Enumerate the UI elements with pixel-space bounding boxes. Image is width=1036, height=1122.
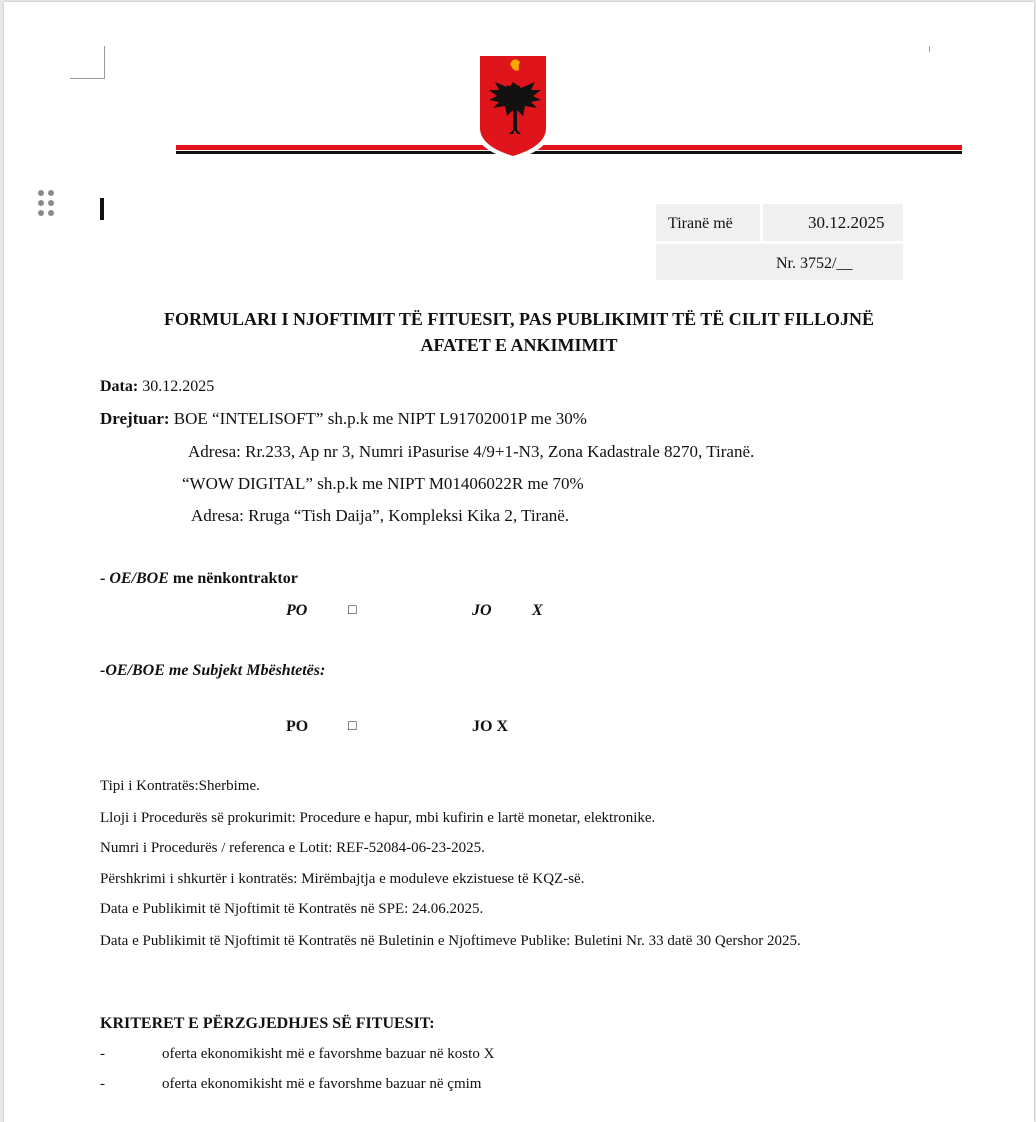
procedure-type: Lloji i Procedurës së prokurimit: Procedure e hapur, mbi kufirin e lartë monetar, elektronike. (100, 810, 656, 826)
company-1: BOE “INTELISOFT” sh.p.k me NIPT L91702001P me 30% (169, 409, 587, 428)
bulletin-publication-date: Data e Publikimit të Njoftimit të Kontratës në Buletinin e Njoftimeve Publike: Buletini Nr. 33 datë 30 Qershor 2025. (100, 933, 801, 949)
margin-corner-mark (70, 46, 105, 79)
header-red-line (176, 145, 962, 150)
criteria-item-cost: oferta ekonomikisht më e favorshme bazuar në kosto X (162, 1046, 495, 1062)
support-yes-checkbox[interactable]: □ (348, 719, 357, 734)
reference-number: Nr. 3752/__ (776, 255, 853, 272)
addressee-label: Drejtuar: (100, 409, 170, 428)
support-no: JO X (472, 718, 508, 735)
subcontractor-no: JO (472, 602, 492, 619)
document-title (94, 306, 944, 358)
data-line (100, 378, 214, 396)
support-yes: PO (286, 718, 309, 735)
title-line-1: FORMULARI I NJOFTIMIT TË FITUESIT, PAS PUBLIKIMIT TË TË CILIT FILLOJNË (163, 309, 874, 329)
data-label: Data: (100, 378, 139, 395)
procedure-number: Numri i Procedurës / referenca e Lotit: REF-52084-06-23-2025. (100, 840, 485, 856)
addressee-line (100, 409, 587, 429)
subcontractor-label-rest: me nënkontraktor (168, 570, 298, 587)
contract-description: Përshkrimi i shkurtër i kontratës: Mirëmbajtja e moduleve ekzistuese të KQZ-së. (100, 871, 585, 887)
subcontractor-prefix: - (100, 570, 110, 587)
margin-corner-mark-right (929, 46, 930, 52)
subcontractor-yes: PO (286, 602, 308, 619)
albania-coat-of-arms-icon (474, 52, 552, 162)
subcontractor-label-italic: OE/BOE (109, 570, 169, 587)
header-black-line (176, 151, 962, 154)
place-label: Tiranë më (668, 215, 733, 232)
subcontractor-yes-checkbox[interactable]: □ (348, 603, 357, 618)
address-1: Adresa: Rr.233, Ap nr 3, Numri iPasurise 4/9+1-N3, Zona Kadastrale 8270, Tiranë. (188, 442, 755, 461)
spe-publication-date: Data e Publikimit të Njoftimit të Kontratës në SPE: 24.06.2025. (100, 901, 484, 917)
criteria-item-dash: - (100, 1046, 105, 1062)
document-page (4, 2, 1034, 1122)
subcontractor-label (100, 570, 298, 588)
text-cursor (100, 198, 104, 220)
contract-type: Tipi i Kontratës:Sherbime. (100, 778, 260, 794)
criteria-item-dash: - (100, 1076, 105, 1092)
drag-handle-icon[interactable] (38, 190, 58, 222)
subcontractor-no-mark: X (532, 602, 543, 619)
company-2: “WOW DIGITAL” sh.p.k me NIPT M01406022R me 70% (182, 474, 584, 493)
data-value: 30.12.2025 (138, 378, 215, 395)
criteria-item-price: oferta ekonomikisht më e favorshme bazuar në çmim (162, 1076, 482, 1092)
header-date: 30.12.2025 (808, 213, 885, 232)
address-2: Adresa: Rruga “Tish Daija”, Kompleksi Kika 2, Tiranë. (191, 506, 570, 525)
support-entity-label: -OE/BOE me Subjekt Mbështetës: (100, 662, 326, 679)
title-line-2: AFATET E ANKIMIMIT (420, 335, 618, 355)
criteria-heading: KRITERET E PËRZGJEDHJES SË FITUESIT: (100, 1015, 435, 1032)
